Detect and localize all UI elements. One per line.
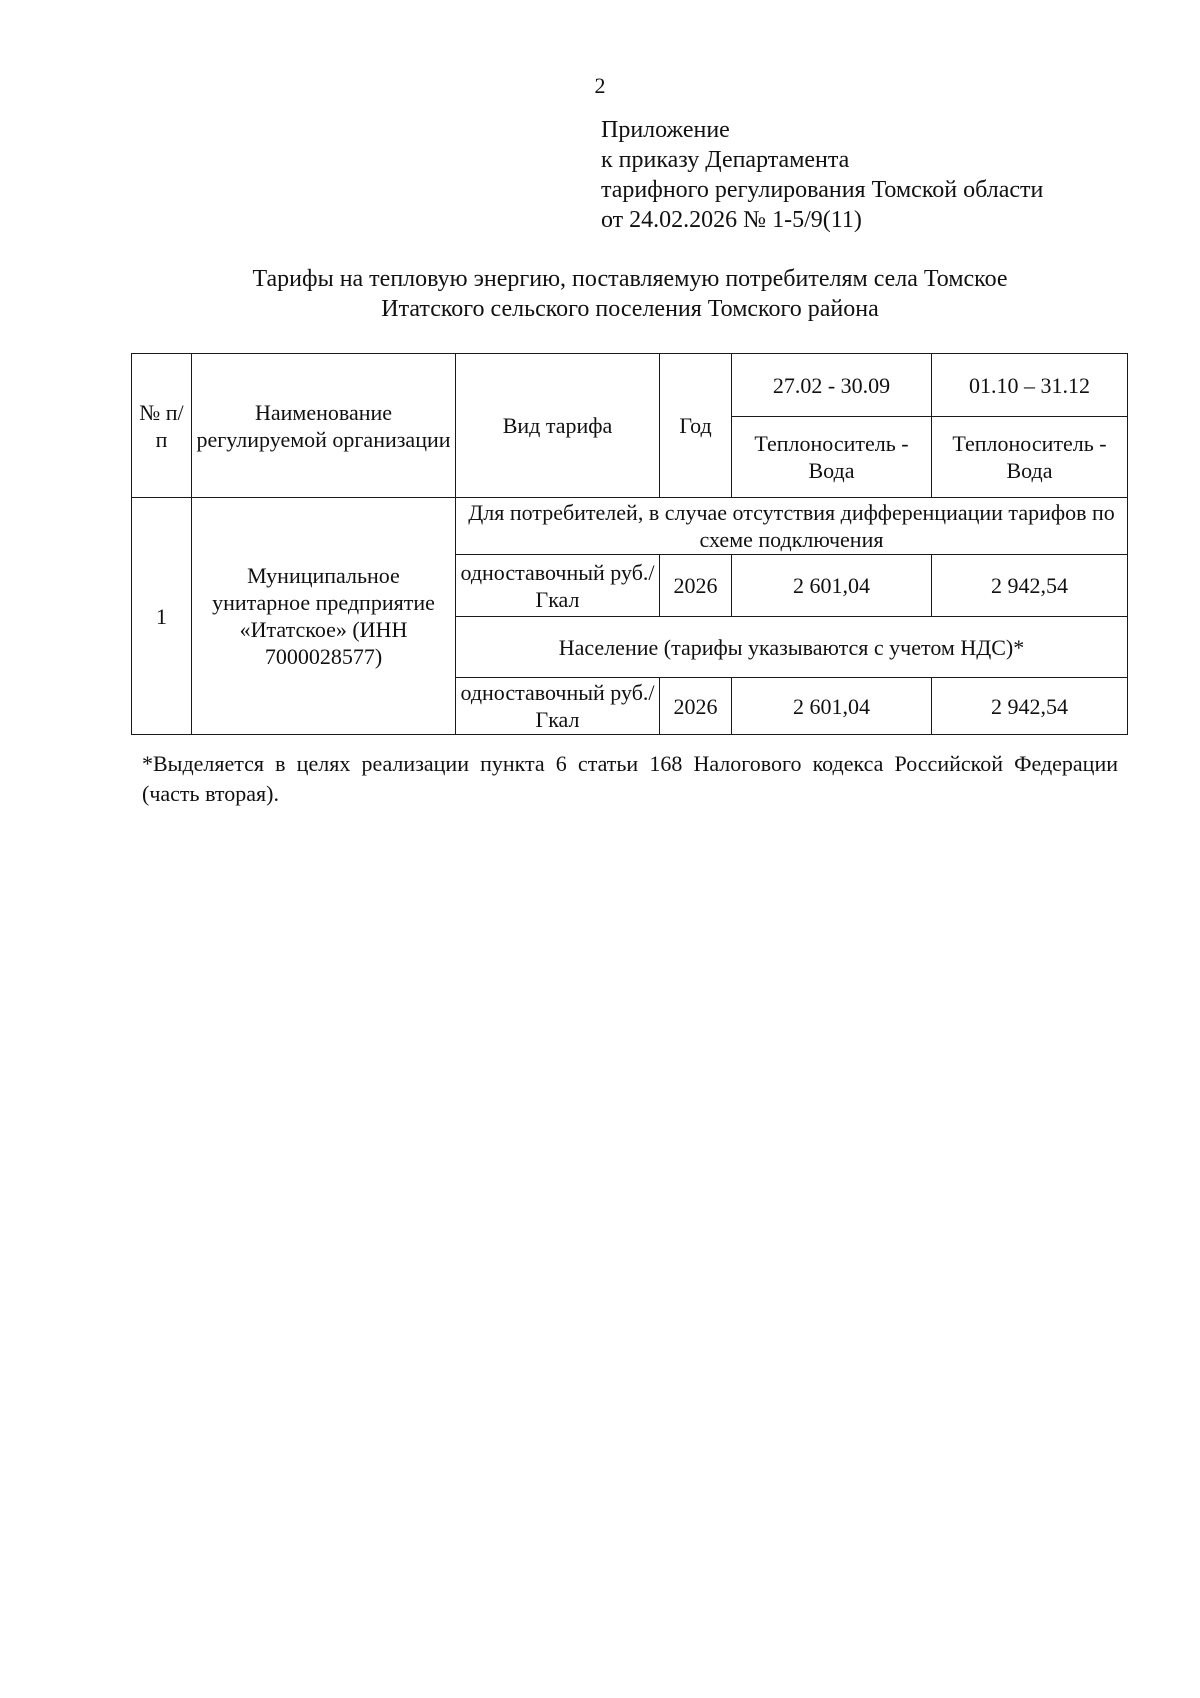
appendix-block [601,115,1121,235]
row-number: 1 [132,498,192,735]
appendix-line-2: к приказу Департамента [601,147,850,173]
header-tariff-type: Вид тарифа [456,354,660,498]
header-carrier-1: Теплоноситель - Вода [732,417,932,498]
header-carrier-2: Теплоноситель - Вода [932,417,1128,498]
table-row [132,498,1128,555]
appendix-line-1: Приложение [601,117,730,143]
header-year: Год [660,354,732,498]
header-number: № п/п [132,354,192,498]
appendix-line-4: от 24.02.2026 № 1-5/9(11) [601,207,862,233]
cell-value-1: 2 601,04 [732,678,932,735]
row-organization: Муниципальное унитарное предприятие «Итатское» (ИНН 7000028577) [192,498,456,735]
table-header-row [132,354,1128,417]
section-title: Население (тарифы указываются с учетом НДС)* [456,617,1128,678]
section-title: Для потребителей, в случае отсутствия дифференциации тарифов по схеме подключения [456,498,1128,555]
header-organization: Наименование регулируемой организации [192,354,456,498]
footnote: *Выделяется в целях реализации пункта 6 статьи 168 Налогового кодекса Российской Федерации (часть вторая). [142,751,1118,806]
document-title-line-1: Тарифы на тепловую энергию, поставляемую потребителям села Томское [252,266,1008,292]
header-period-1: 27.02 - 30.09 [732,354,932,417]
cell-value-2: 2 942,54 [932,678,1128,735]
cell-value-2: 2 942,54 [932,555,1128,617]
document-title-line-2: Итатского сельского поселения Томского района [381,296,879,322]
cell-year: 2026 [660,555,732,617]
cell-value-1: 2 601,04 [732,555,932,617]
tariff-table [131,353,1128,735]
cell-tariff-type: одноставочный руб./Гкал [456,555,660,617]
document-title [100,264,1160,324]
cell-tariff-type: одноставочный руб./Гкал [456,678,660,735]
page-number: 2 [594,73,606,98]
cell-year: 2026 [660,678,732,735]
header-period-2: 01.10 – 31.12 [932,354,1128,417]
appendix-line-3: тарифного регулирования Томской области [601,177,1044,203]
